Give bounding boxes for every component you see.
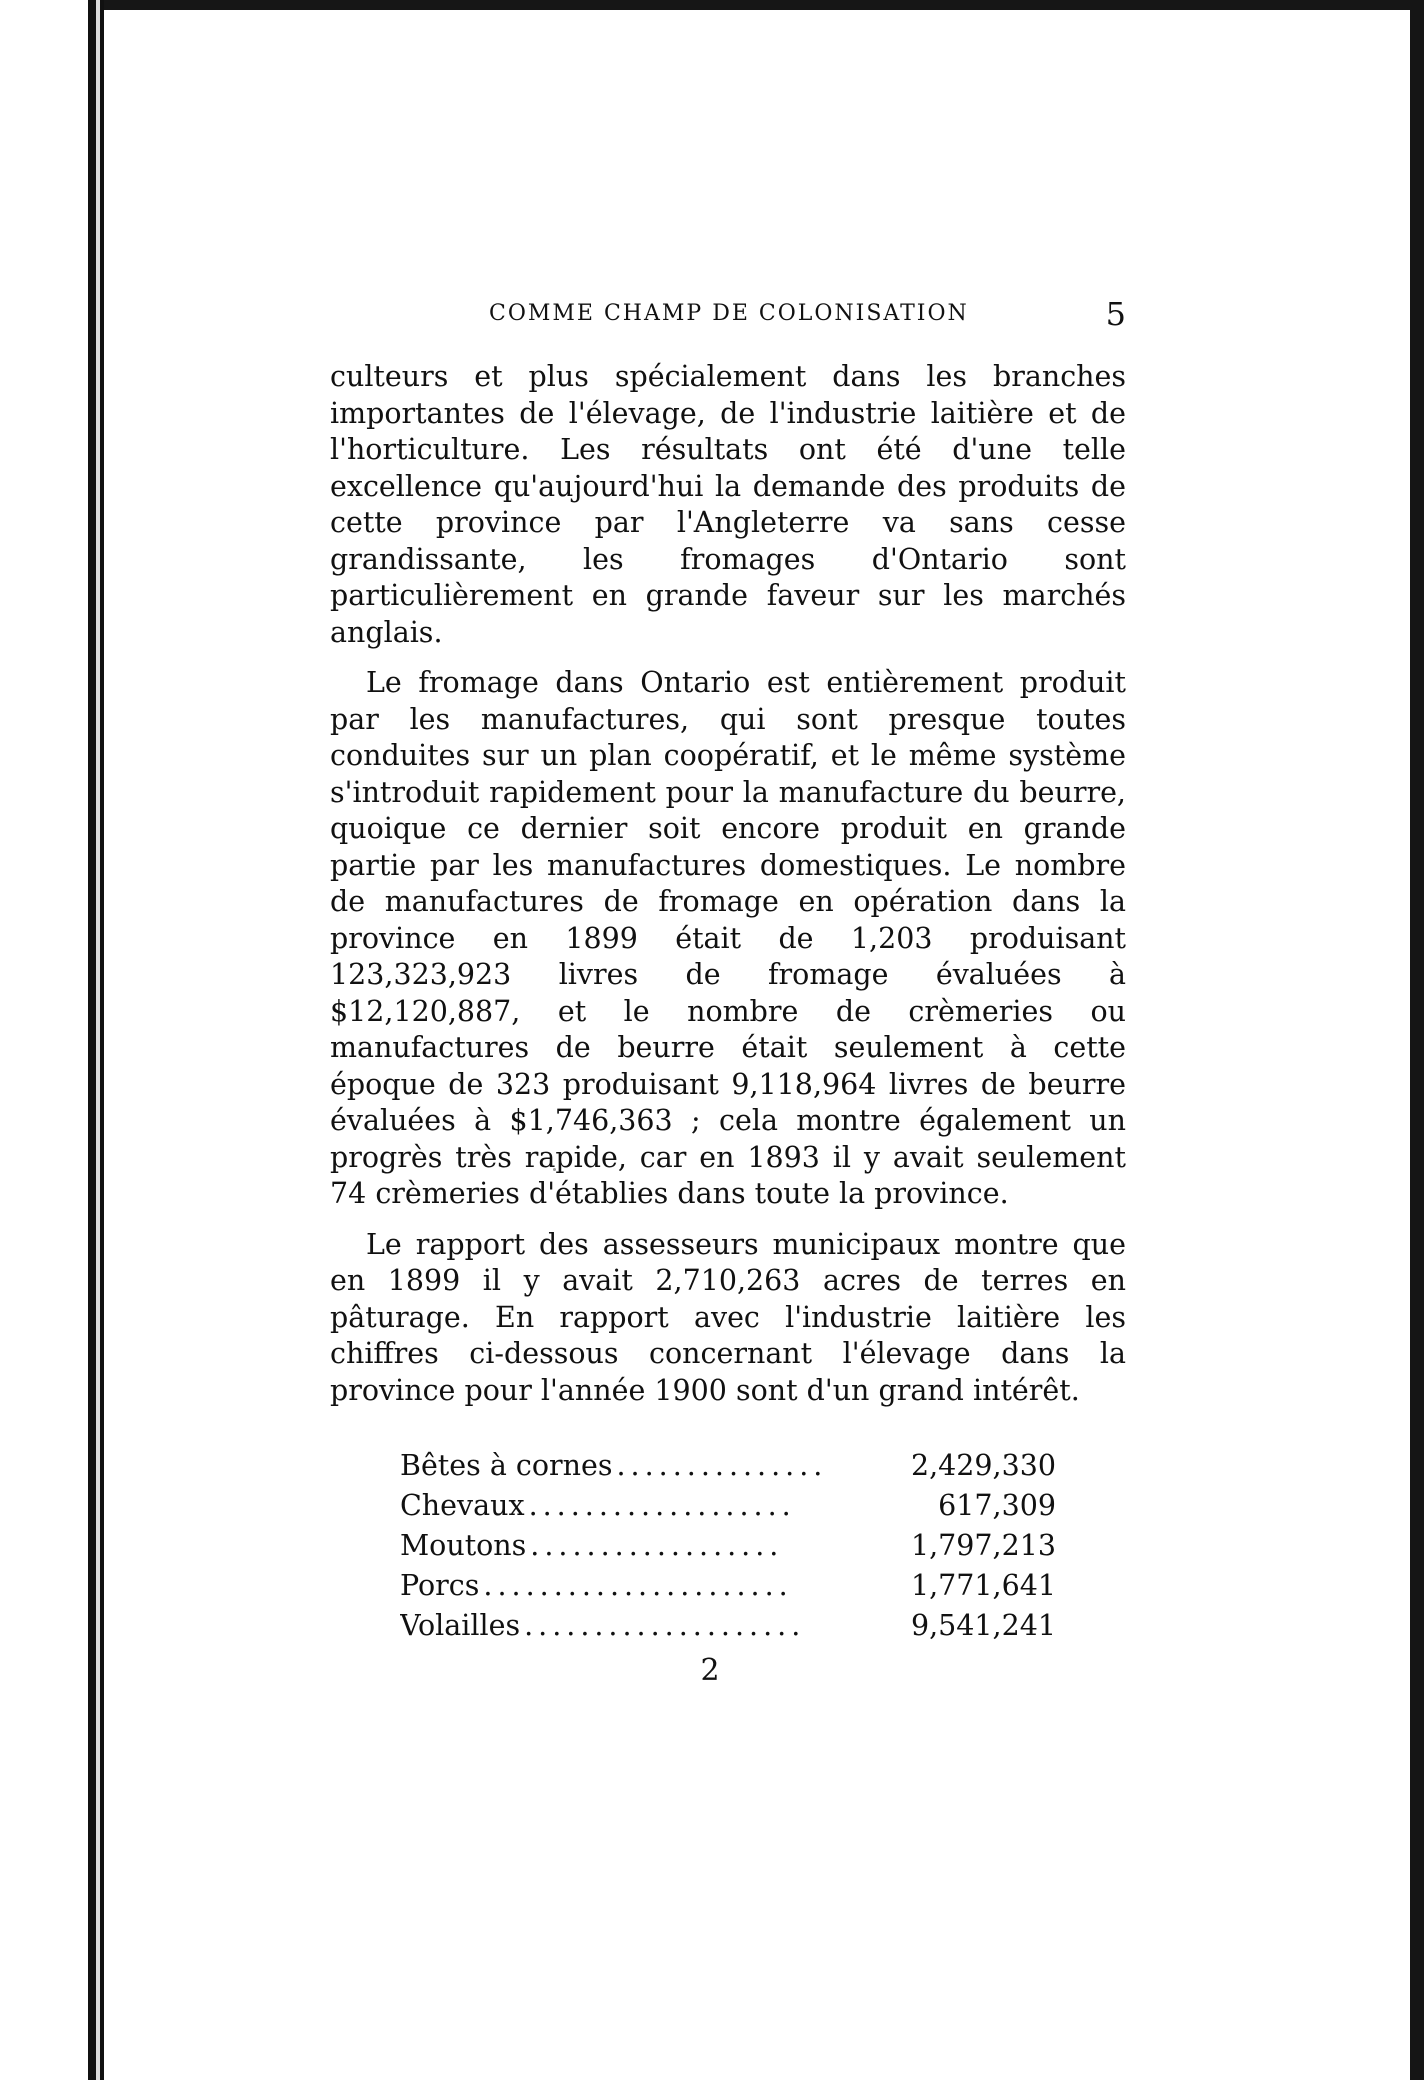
scan-top-border [104, 0, 1424, 10]
livestock-name: Volailles [400, 1609, 524, 1642]
livestock-name: Chevaux [400, 1489, 529, 1522]
leader-dots: ............... [616, 1448, 828, 1482]
spine-highlight [96, 0, 100, 2080]
paragraph-continuation: culteurs et plus spécialement dans les branches importantes de l'élevage, de l'industrie laitière et de l'horticulture. Les résultats ont été d'une telle excellence qu'aujourd'hui la demande des produits de cette province par l'Angleterre va sans cesse grandissante, les fromages d'Ontario sont particulièrement en grande faveur sur les marchés anglais. [330, 360, 1126, 649]
table-row [400, 1485, 1056, 1525]
signature-mark: 2 [700, 1653, 720, 1688]
livestock-count: 9,541,241 [910, 1608, 1056, 1642]
livestock-count: 1,797,213 [910, 1528, 1056, 1562]
paragraph-assessors-report: Le rapport des assesseurs municipaux montre que en 1899 il y avait 2,710,263 acres de terres en pâturage. En rapport avec l'industrie laitière les chiffres ci-dessous concernant l'élevage dans la province pour l'année 1900 sont d'un grand intérêt. [330, 1227, 1126, 1407]
livestock-count: 2,429,330 [910, 1448, 1056, 1482]
livestock-table [400, 1445, 1056, 1645]
livestock-name: Bêtes à cornes [400, 1449, 616, 1482]
page-content [330, 295, 1126, 1688]
paragraph-cheese-production: Le fromage dans Ontario est entièrement produit par les manufactures, qui sont presque toutes conduites sur un plan coopératif, et le même système s'introduit rapidement pour la manufacture du beurre, quoique ce dernier soit encore produit en grande partie par les manufactures domestiques. Le nombre de manufactures de fromage en opération dans la province en 1899 était de 1,203 produisant 123,323,923 livres de fromage évaluées à $12,120,887, et le nombre de crèmeries ou manufactures de beurre était seulement à cette époque de 323 produisant 9,118,964 livres de beurre évaluées à $1,746,363 ; cela montre également un progrès très rapide, car en 1893 il y avait seulement 74 crèmeries d'établies dans toute la province. [330, 666, 1126, 1210]
leader-dots: .................... [524, 1608, 806, 1642]
page-number: 5 [1105, 295, 1126, 333]
livestock-name: Porcs [400, 1569, 483, 1602]
livestock-count: 1,771,641 [910, 1568, 1056, 1602]
livestock-name: Moutons [400, 1529, 530, 1562]
livestock-count: 617,309 [938, 1488, 1056, 1522]
table-row [400, 1525, 1056, 1565]
leader-dots: ................... [528, 1488, 796, 1522]
leader-dots: .................. [530, 1528, 784, 1562]
table-row [400, 1565, 1056, 1605]
running-title: COMME CHAMP DE COLONISATION [489, 301, 969, 326]
table-row [400, 1445, 1056, 1485]
table-row [400, 1605, 1056, 1645]
leader-dots: ...................... [483, 1568, 793, 1602]
running-head [330, 295, 1126, 339]
scan-right-border [1410, 0, 1424, 2080]
